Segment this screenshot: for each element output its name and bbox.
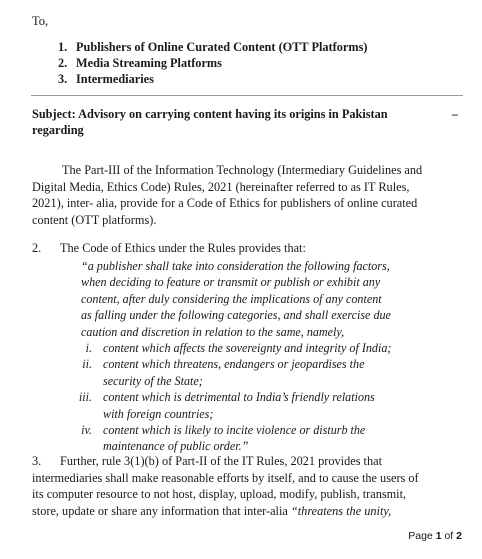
subject-line: Subject: Advisory on carrying content having its origins in Pakistan – regarding <box>32 107 458 137</box>
paragraph-3: 3. Further, rule 3(1)(b) of Part-II of the IT Rules, 2021 provides that intermediaries shall make reasonable efforts by itself, and to cause the users of its computer resource to not host, display, upload, modify, publish, transmit, store, update or share any information that inter-alia “threatens the unity, <box>32 454 419 518</box>
list-item: i. content which affects the sovereignty and integrity of India; <box>85 341 392 356</box>
page-number: Page 1 of 2 <box>408 530 462 542</box>
recipient-item: 2. Media Streaming Platforms <box>58 56 222 70</box>
recipient-list <box>58 39 367 87</box>
paragraph-1: The Part-III of the Information Technology (Intermediary Guidelines and Digital Media, Ethics Code) Rules, 2021 (hereinafter referred to as IT Rules, 2021), inter- alia, provide for a Code of Ethics for publishers of online curated content (OTT platforms). <box>32 163 423 227</box>
salutation: To, <box>32 14 49 28</box>
paragraph-2-intro: 2. The Code of Ethics under the Rules provides that: <box>32 241 306 255</box>
separator-line <box>31 95 463 96</box>
list-item: iii. content which is detrimental to India’s friendly relations with foreign countries; <box>78 390 375 421</box>
recipient-item: 1. Publishers of Online Curated Content (OTT Platforms) <box>58 40 368 54</box>
list-item: iv. content which is likely to incite violence or disturb the maintenance of public order.” <box>81 423 366 454</box>
quoted-text: “threatens the unity, <box>290 503 392 518</box>
list-item: ii. content which threatens, endangers or jeopardises the security of the State; <box>82 357 365 388</box>
ethics-categories-list <box>78 340 461 455</box>
recipient-item: 3. Intermediaries <box>58 72 154 86</box>
code-of-ethics-quote: “a publisher shall take into consideration the following factors, when deciding to feature or transmit or publish or exhibit any content, after duly considering the implications of any content as falling under the following categories, and shall exercise due caution and discretion in relation to the same, namely, i. content which affects the sovereignty and integrity of India; ii. content which threatens, endangers or jeopardises the security of the State; iii. content which is detrimental to India’s friendly relations with foreign countries; iv. content which is likely to incite violence or disturb the maintenance of public order.” <box>81 258 461 455</box>
